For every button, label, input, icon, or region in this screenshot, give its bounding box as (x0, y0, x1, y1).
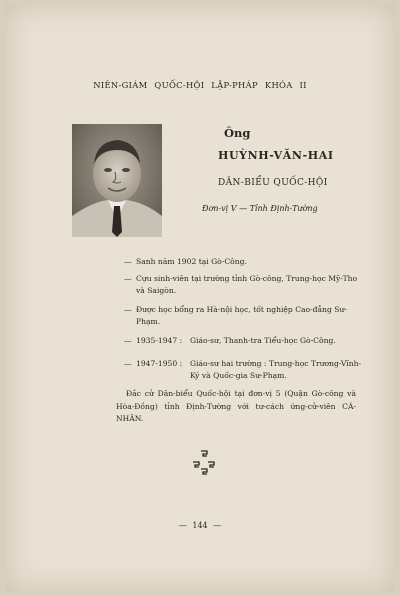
page-number: — 144 — (178, 521, 222, 530)
bio-text: Cựu sinh-viên tại trường tỉnh Gò-công, Trung-học Mỹ-Tho và Saigòn. (136, 274, 358, 295)
bio-text: Giáo-sư, Thanh-tra Tiểu-học Gò-Công. (190, 336, 336, 345)
running-header: NIÊN-GIÁM QUỐC-HỘI LẬP-PHÁP KHÓA II (93, 80, 307, 90)
bio-year: 1935-1947 : (136, 336, 183, 345)
bio-dash: — (124, 305, 132, 314)
bio-dash: — (124, 359, 132, 368)
bio-dash: — (124, 274, 132, 283)
bio-dash: — (124, 257, 132, 266)
bio-dash: — (124, 336, 132, 345)
portrait-illustration (72, 124, 162, 237)
bio-text: Sanh năm 1902 tại Gò-Công. (136, 257, 247, 266)
salutation: Ông (224, 126, 251, 140)
bio-text: Giáo-sư hai trường : Trung-học Trương-Vĩnh-Ký và Quốc-gia Sư-Phạm. (190, 359, 362, 380)
electoral-unit: Đơn-vị V — Tỉnh Định-Tường (202, 204, 318, 213)
portrait-photo (72, 124, 162, 237)
person-role: DÂN-BIỂU QUỐC-HỘI (218, 178, 328, 188)
bio-text: Được học bổng ra Hà-nội học, tốt nghiệp Cao-đẳng Sư-Phạm. (136, 305, 347, 326)
ornament-icon (192, 450, 222, 480)
person-name: HUỲNH-VĂN-HAI (218, 149, 334, 162)
bio-year: 1947-1950 : (136, 359, 183, 368)
document-page (6, 4, 394, 592)
closing-paragraph: Đắc cử Dân-biểu Quốc-hội tại đơn-vị 5 (Quận Gò-công và Hòa-Đồng) tỉnh Định-Tường với tư-cách ứng-cử-viên CÁ-NHÂN. (116, 389, 356, 423)
